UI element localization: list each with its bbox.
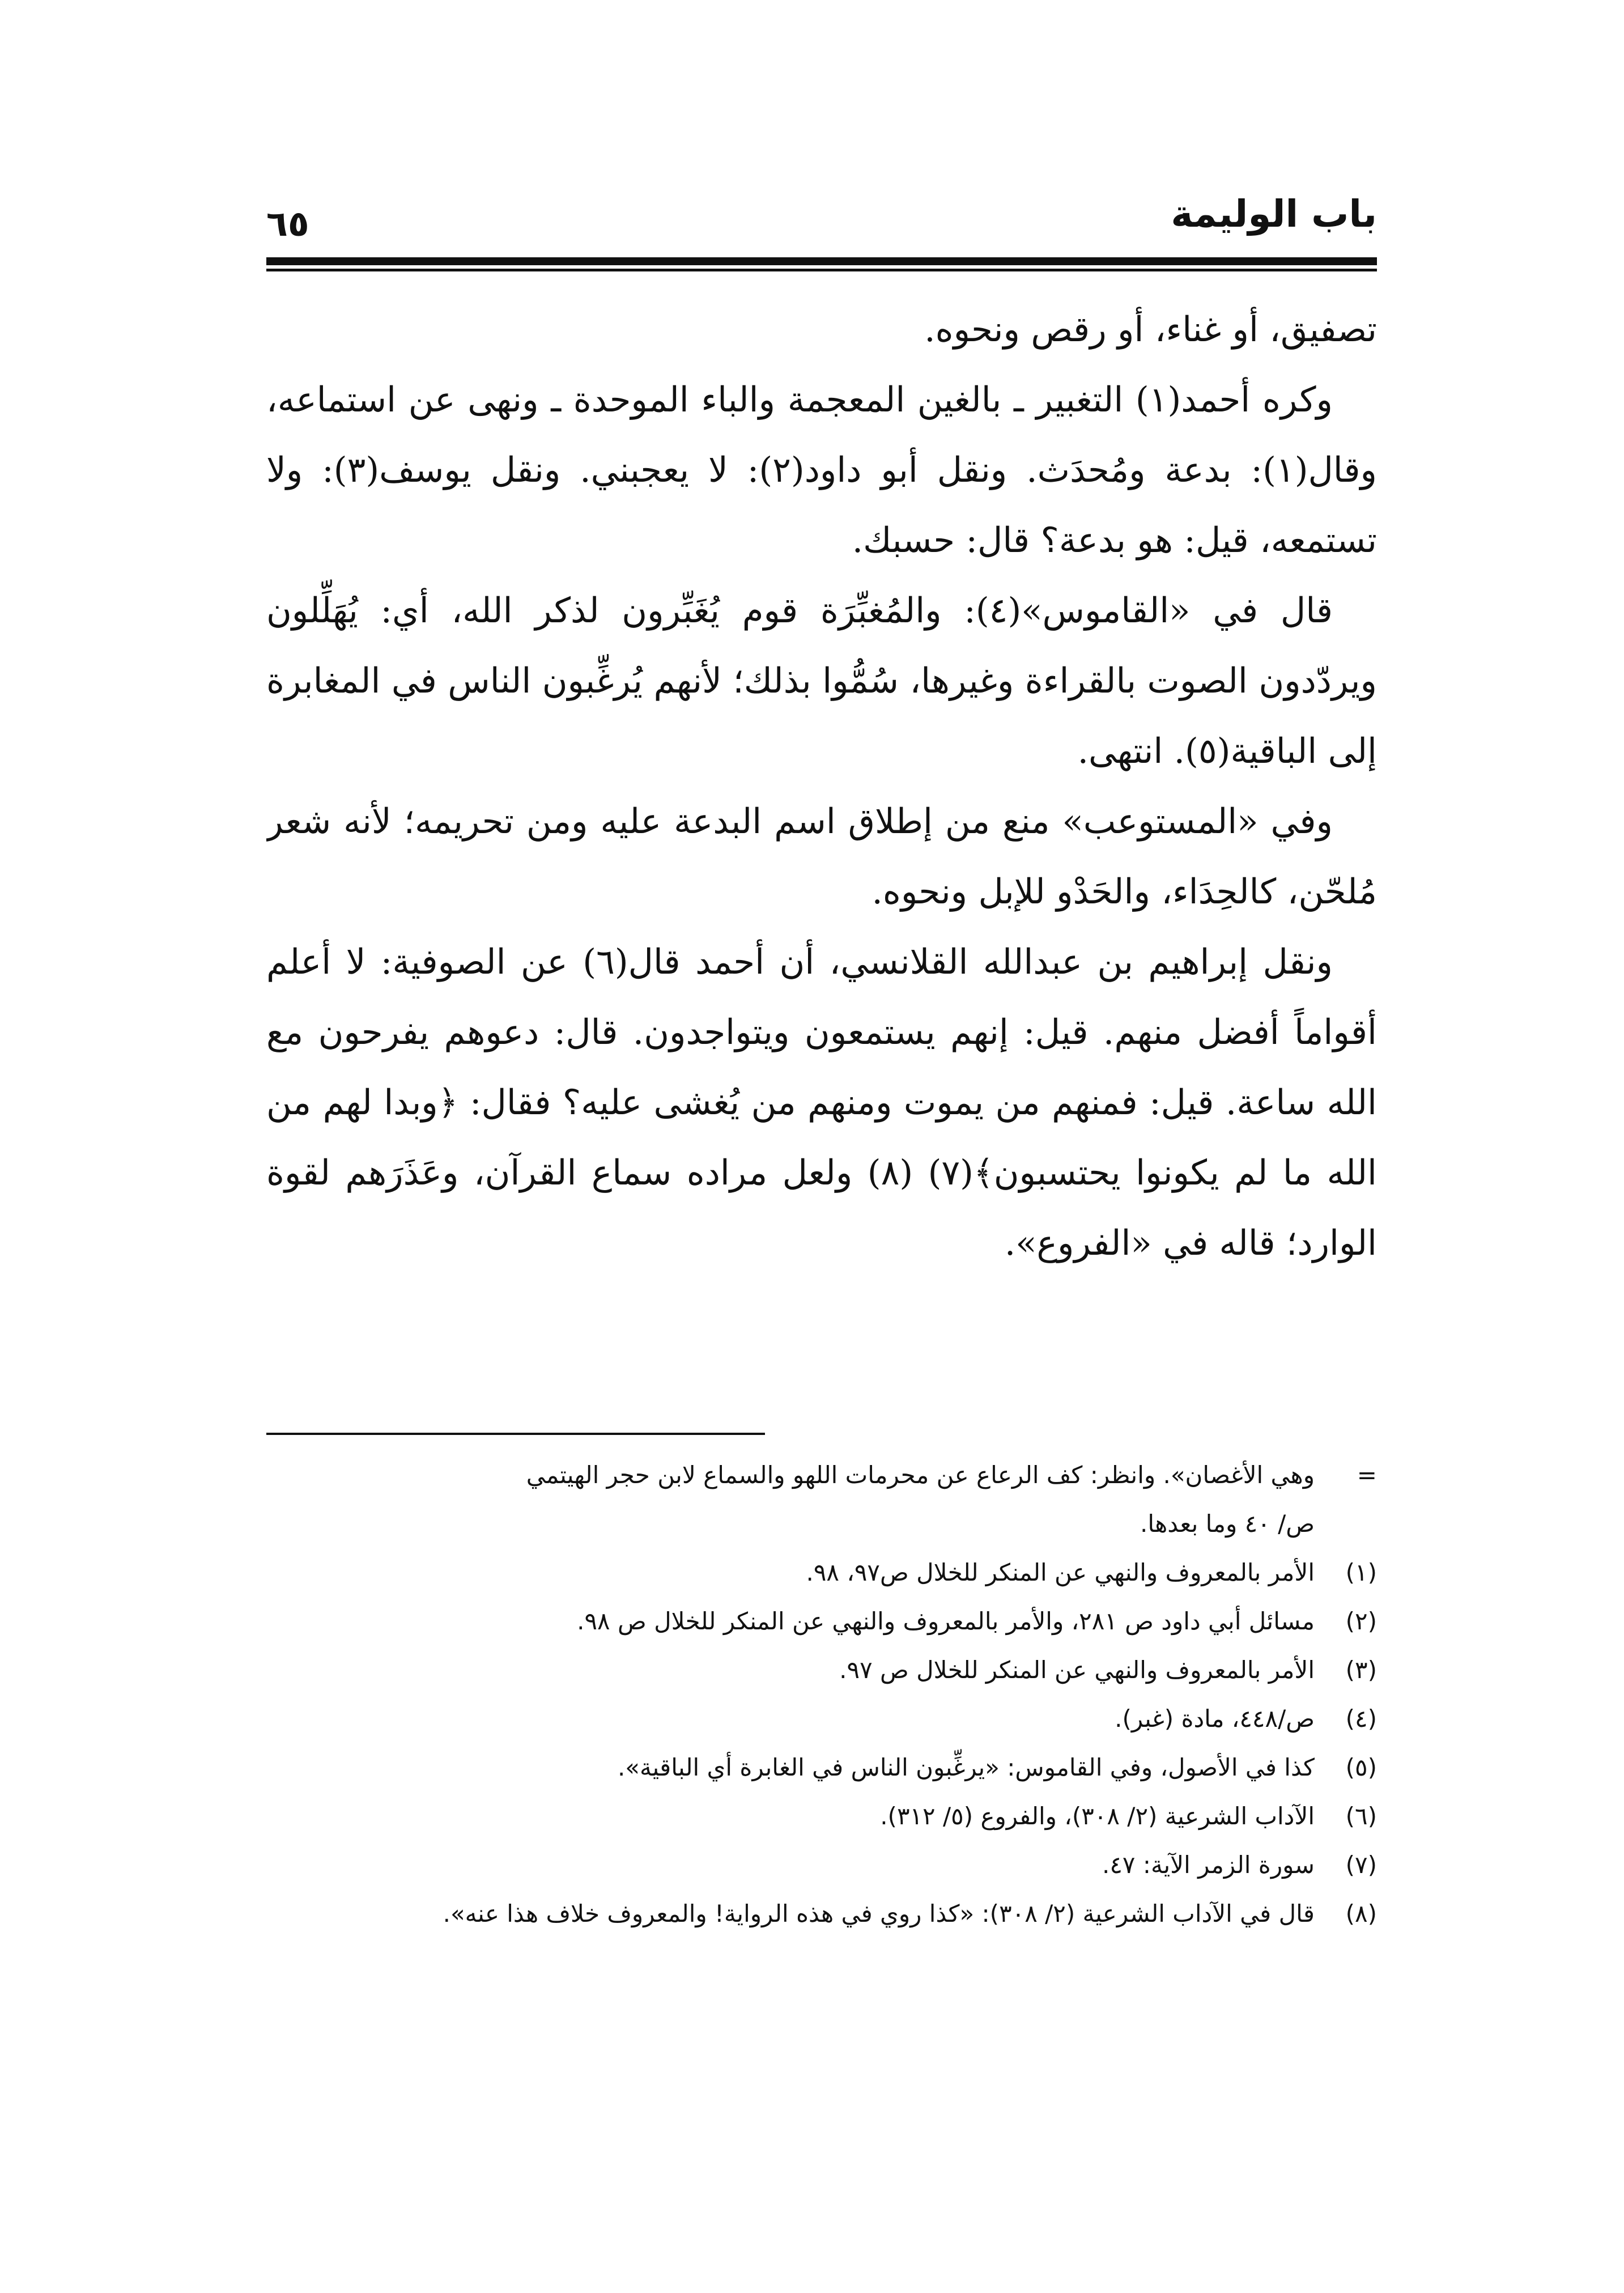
footnote-text: الأمر بالمعروف والنهي عن المنكر للخلال ص ٩٧. — [839, 1656, 1315, 1684]
footnote-text: سورة الزمر الآية: ٤٧. — [1102, 1851, 1315, 1879]
footnote — [266, 1548, 1377, 1597]
paragraph: قال في «القاموس»(٤): والمُغبِّرَة قوم يُغَبِّرون لذكر الله، أي: يُهَلِّلون ويردّدون الصوت بالقراءة وغيرها، سُمُّوا بذلك؛ لأنهم يُرغِّبون الناس في المغابرة إلى الباقية(٥). انتهى. — [266, 591, 1377, 771]
paragraph: تصفيق، أو غناء، أو رقص ونحوه. — [924, 309, 1377, 350]
footnote-number: (٦) — [1345, 1802, 1377, 1830]
footnote-text: وهي الأغصان». وانظر: كف الرعاع عن محرمات اللهو والسماع لابن حجر الهيتمي — [526, 1461, 1315, 1489]
footnote-number: (٧) — [1345, 1851, 1377, 1879]
footnote — [266, 1841, 1377, 1889]
running-header — [266, 180, 1377, 243]
paragraph: ونقل إبراهيم بن عبدالله القلانسي، أن أحمد قال(٦) عن الصوفية: لا أعلم أقواماً أفضل منهم. قيل: إنهم يستمعون ويتواجدون. قال: دعوهم يفرحون مع الله ساعة. قيل: فمنهم من يموت ومنهم من يُغشى عليه؟ فقال: ﴿وبدا لهم من الله ما لم يكونوا يحتسبون﴾(٧) (٨) ولعل مراده سماع القرآن، وعَذَرَهم لقوة الوارد؛ قاله في «الفروع». — [266, 942, 1377, 1263]
footnote-separator — [266, 1433, 765, 1435]
footnote-number: (٢) — [1345, 1607, 1377, 1635]
footnote-text: كذا في الأصول، وفي القاموس: «يرغِّبون الناس في الغابرة أي الباقية». — [617, 1753, 1315, 1781]
footnote-number: (٨) — [1345, 1900, 1377, 1927]
paragraph: وكره أحمد(١) التغبير ـ بالغين المعجمة والباء الموحدة ـ ونهى عن استماعه، وقال(١): بدعة ومُحدَث. ونقل أبو داود(٢): لا يعجبني. ونقل يوسف(٣): ولا تستمعه، قيل: هو بدعة؟ قال: حسبك. — [266, 380, 1377, 560]
footnotes — [266, 1451, 1377, 2063]
footnote — [266, 1695, 1377, 1743]
continuation-mark: = — [1357, 1461, 1377, 1489]
page-number: ٦٥ — [266, 203, 309, 244]
footnote — [266, 1743, 1377, 1792]
footnote-number: (٥) — [1345, 1753, 1377, 1781]
footnote-number: (١) — [1345, 1559, 1377, 1586]
footnote — [266, 1792, 1377, 1841]
footnote-text: ص/٤٤٨، مادة (غبر). — [1115, 1705, 1315, 1733]
paragraph: وفي «المستوعب» منع من إطلاق اسم البدعة عليه ومن تحريمه؛ لأنه شعر مُلحّن، كالحِدَاء، والحَدْو للإبل ونحوه. — [266, 801, 1377, 912]
chapter-title: باب الوليمة — [1171, 192, 1377, 236]
footnote-number: (٣) — [1345, 1656, 1377, 1684]
book-page — [266, 0, 1377, 2293]
footnote-text: مسائل أبي داود ص ٢٨١، والأمر بالمعروف والنهي عن المنكر للخلال ص ٩٨. — [577, 1607, 1315, 1635]
footnote-text: قال في الآداب الشرعية (٢/ ٣٠٨): «كذا روي في هذه الرواية! والمعروف خلاف هذا عنه». — [443, 1900, 1315, 1927]
header-rule-thick — [266, 257, 1377, 265]
main-text — [266, 295, 1377, 1371]
footnote-continuation — [266, 1451, 1377, 1500]
footnote-number: (٤) — [1345, 1705, 1377, 1733]
footnote-text: الأمر بالمعروف والنهي عن المنكر للخلال ص٩٧، ٩٨. — [806, 1559, 1315, 1586]
footnote-continuation-line: ص/ ٤٠ وما بعدها. — [1140, 1510, 1315, 1538]
header-rule-thin — [266, 269, 1377, 271]
footnote-text: الآداب الشرعية (٢/ ٣٠٨)، والفروع (٥/ ٣١٢). — [880, 1802, 1315, 1830]
footnote — [266, 1646, 1377, 1695]
footnote — [266, 1889, 1377, 1938]
footnote — [266, 1597, 1377, 1646]
